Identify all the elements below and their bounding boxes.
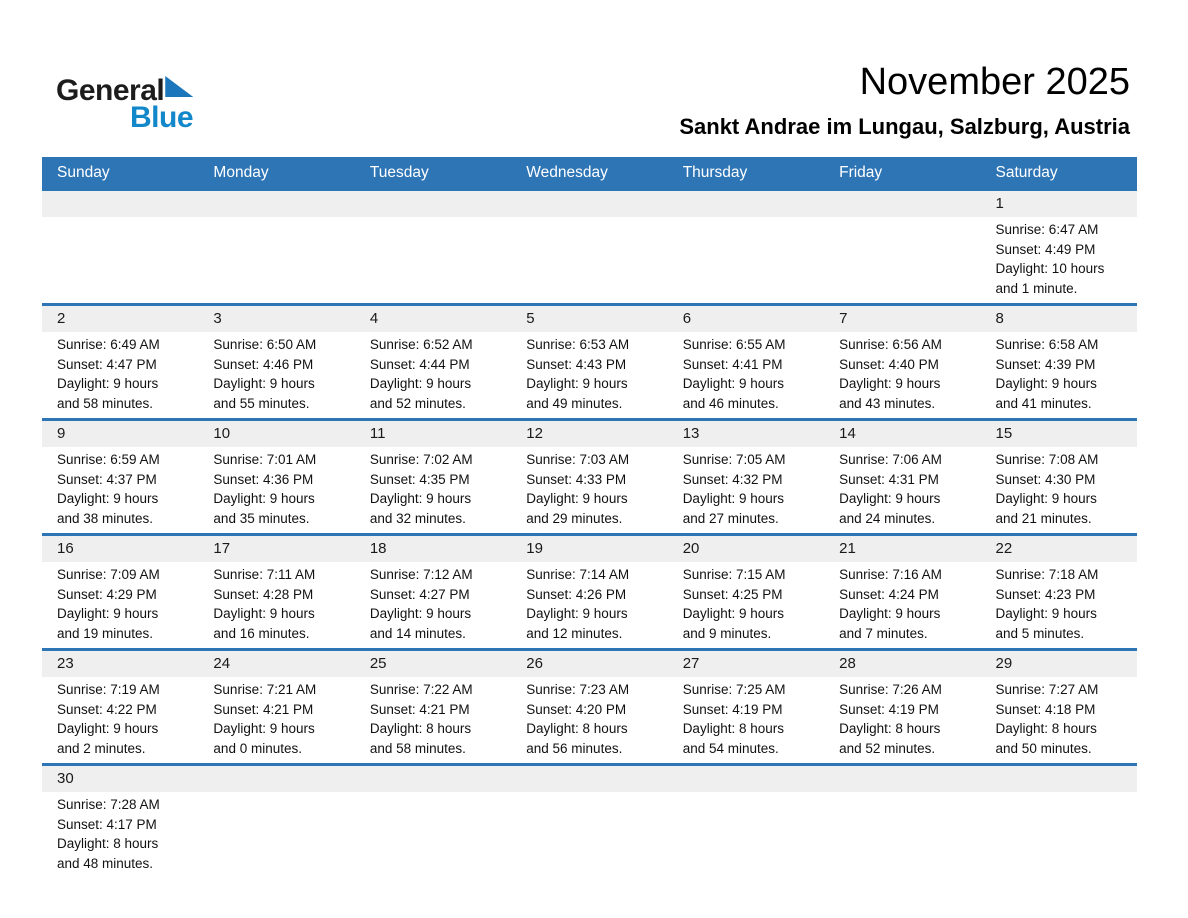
- empty-day-number: [355, 191, 511, 217]
- day-cell: [42, 677, 198, 763]
- day-number: 18: [369, 540, 387, 557]
- sunrise-text: Sunrise: 6:55 AM: [682, 337, 786, 352]
- day-number: 30: [57, 770, 74, 787]
- daylight-text-line2: and 5 minutes.: [995, 625, 1085, 641]
- weekday-header-saturday: Saturday: [995, 163, 1058, 181]
- sunset-text: Sunset: 4:33 PM: [526, 471, 627, 487]
- weekday-header-sunday: Sunday: [57, 163, 110, 181]
- sunset-text: Sunset: 4:23 PM: [995, 586, 1096, 602]
- sunrise-text: Sunrise: 6:56 AM: [839, 337, 942, 352]
- sunset-text: Sunset: 4:29 PM: [57, 586, 157, 602]
- sunset-text: Sunset: 4:32 PM: [682, 471, 783, 487]
- sunrise-text: Sunrise: 7:15 AM: [682, 567, 786, 582]
- day-cell: [668, 447, 824, 533]
- day-number: 17: [213, 540, 231, 557]
- sunset-text: Sunset: 4:44 PM: [369, 356, 470, 372]
- daylight-text-line1: Daylight: 8 hours: [369, 721, 472, 736]
- day-cell: [668, 677, 824, 763]
- daylight-text-line1: Daylight: 9 hours: [57, 376, 159, 391]
- daylight-text-line2: and 35 minutes.: [213, 510, 310, 526]
- day-cell: [824, 447, 980, 533]
- sunrise-text: Sunrise: 7:25 AM: [682, 682, 786, 697]
- daylight-text-line2: and 52 minutes.: [369, 395, 466, 411]
- daylight-text-line2: and 54 minutes.: [682, 740, 779, 756]
- day-number: 29: [995, 655, 1013, 672]
- daylight-text-line2: and 27 minutes.: [682, 510, 779, 526]
- weeks-container: [42, 188, 1137, 878]
- day-cell: [511, 447, 667, 533]
- daylight-text-line1: Daylight: 9 hours: [369, 376, 472, 391]
- empty-day-cell: [355, 217, 511, 303]
- daylight-text-line2: and 50 minutes.: [995, 740, 1092, 756]
- empty-day-number: [511, 191, 667, 217]
- day-number: 14: [839, 425, 856, 442]
- day-number: 19: [526, 540, 543, 557]
- day-number: 9: [57, 425, 66, 442]
- day-cell: [668, 332, 824, 418]
- daylight-text-line1: Daylight: 9 hours: [526, 606, 628, 621]
- sunrise-text: Sunrise: 7:23 AM: [526, 682, 630, 697]
- daylight-text-line2: and 24 minutes.: [839, 510, 936, 526]
- day-cell: [198, 562, 354, 648]
- logo-text-general: General: [56, 74, 165, 107]
- week-number-strip: [42, 191, 1137, 217]
- daylight-text-line2: and 43 minutes.: [839, 395, 936, 411]
- day-cell: [981, 677, 1137, 763]
- daylight-text-line1: Daylight: 9 hours: [682, 491, 784, 506]
- day-cell: [824, 562, 980, 648]
- day-number: 8: [995, 310, 1004, 327]
- sunrise-text: Sunrise: 7:21 AM: [213, 682, 317, 697]
- sunset-text: Sunset: 4:25 PM: [682, 586, 783, 602]
- sunrise-text: Sunrise: 7:22 AM: [369, 682, 473, 697]
- weekday-header-wednesday: Wednesday: [526, 163, 608, 181]
- daylight-text-line2: and 58 minutes.: [57, 395, 154, 411]
- daylight-text-line2: and 49 minutes.: [526, 395, 623, 411]
- week-body-row: [42, 562, 1137, 648]
- day-number: 23: [57, 655, 74, 672]
- sunrise-text: Sunrise: 7:19 AM: [57, 682, 160, 697]
- empty-day-cell: [198, 792, 354, 878]
- daylight-text-line1: Daylight: 9 hours: [369, 606, 472, 621]
- sunset-text: Sunset: 4:28 PM: [213, 586, 314, 602]
- daylight-text-line2: and 55 minutes.: [213, 395, 310, 411]
- day-number: 26: [526, 655, 543, 672]
- sunset-text: Sunset: 4:41 PM: [682, 356, 783, 372]
- daylight-text-line2: and 1 minute.: [995, 280, 1078, 296]
- week-number-strip: [42, 306, 1137, 332]
- day-cell: [511, 332, 667, 418]
- sunrise-text: Sunrise: 6:49 AM: [57, 337, 160, 352]
- sunrise-text: Sunrise: 7:08 AM: [995, 452, 1099, 467]
- sunset-text: Sunset: 4:46 PM: [213, 356, 314, 372]
- daylight-text-line1: Daylight: 9 hours: [995, 606, 1097, 621]
- sunset-text: Sunset: 4:47 PM: [57, 356, 157, 372]
- day-cell: [42, 332, 198, 418]
- sunrise-text: Sunrise: 7:06 AM: [839, 452, 942, 467]
- week-row: [42, 188, 1137, 303]
- day-cell: [355, 332, 511, 418]
- empty-day-number: [198, 766, 354, 792]
- daylight-text-line2: and 48 minutes.: [57, 855, 154, 871]
- sunset-text: Sunset: 4:18 PM: [995, 701, 1096, 717]
- daylight-text-line2: and 58 minutes.: [369, 740, 466, 756]
- week-number-strip: [42, 651, 1137, 677]
- daylight-text-line1: Daylight: 8 hours: [995, 721, 1097, 736]
- sunset-text: Sunset: 4:24 PM: [839, 586, 939, 602]
- daylight-text-line2: and 0 minutes.: [213, 740, 302, 756]
- daylight-text-line2: and 46 minutes.: [682, 395, 779, 411]
- weekday-header-row: [42, 157, 1137, 188]
- day-number: 5: [526, 310, 535, 327]
- day-number: 20: [682, 540, 700, 557]
- sunset-text: Sunset: 4:19 PM: [839, 701, 939, 717]
- sunset-text: Sunset: 4:17 PM: [57, 816, 157, 832]
- calendar-table: [42, 157, 1137, 878]
- sunrise-text: Sunrise: 6:58 AM: [995, 337, 1099, 352]
- daylight-text-line1: Daylight: 9 hours: [369, 491, 472, 506]
- empty-day-cell: [355, 792, 511, 878]
- day-cell: [668, 562, 824, 648]
- sunset-text: Sunset: 4:22 PM: [57, 701, 157, 717]
- week-number-strip: [42, 536, 1137, 562]
- sunrise-text: Sunrise: 7:16 AM: [839, 567, 942, 582]
- day-cell: [511, 562, 667, 648]
- sunrise-text: Sunrise: 6:53 AM: [526, 337, 630, 352]
- sunrise-text: Sunrise: 7:27 AM: [995, 682, 1099, 697]
- sunrise-text: Sunrise: 7:05 AM: [682, 452, 786, 467]
- sunset-text: Sunset: 4:21 PM: [369, 701, 470, 717]
- logo-triangle-icon: [165, 76, 193, 97]
- header-titles: [679, 60, 1130, 140]
- sunset-text: Sunset: 4:19 PM: [682, 701, 783, 717]
- general-blue-logo: [56, 76, 193, 133]
- week-row: [42, 533, 1137, 648]
- week-number-strip: [42, 766, 1137, 792]
- sunrise-text: Sunrise: 7:03 AM: [526, 452, 630, 467]
- daylight-text-line1: Daylight: 9 hours: [526, 376, 628, 391]
- daylight-text-line1: Daylight: 9 hours: [995, 491, 1097, 506]
- day-number: 11: [369, 425, 386, 442]
- daylight-text-line1: Daylight: 9 hours: [57, 606, 159, 621]
- day-number: 10: [213, 425, 231, 442]
- daylight-text-line2: and 2 minutes.: [57, 740, 146, 756]
- day-cell: [198, 447, 354, 533]
- week-body-row: [42, 217, 1137, 303]
- daylight-text-line1: Daylight: 9 hours: [213, 606, 315, 621]
- sunrise-text: Sunrise: 6:47 AM: [995, 222, 1099, 237]
- day-cell: [981, 332, 1137, 418]
- sunset-text: Sunset: 4:49 PM: [995, 241, 1096, 257]
- daylight-text-line2: and 41 minutes.: [995, 395, 1092, 411]
- week-row: [42, 418, 1137, 533]
- day-number: 7: [839, 310, 848, 327]
- sunset-text: Sunset: 4:31 PM: [839, 471, 939, 487]
- empty-day-cell: [511, 792, 667, 878]
- empty-day-number: [355, 766, 511, 792]
- sunset-text: Sunset: 4:35 PM: [369, 471, 470, 487]
- weekday-header-thursday: Thursday: [682, 163, 748, 181]
- sunset-text: Sunset: 4:27 PM: [369, 586, 470, 602]
- daylight-text-line2: and 29 minutes.: [526, 510, 623, 526]
- sunrise-text: Sunrise: 7:11 AM: [213, 567, 316, 582]
- daylight-text-line1: Daylight: 9 hours: [839, 376, 941, 391]
- location-subtitle: Sankt Andrae im Lungau, Salzburg, Austria: [679, 113, 1130, 139]
- week-row: [42, 648, 1137, 763]
- day-cell: [42, 447, 198, 533]
- week-row: [42, 763, 1137, 878]
- sunset-text: Sunset: 4:43 PM: [526, 356, 627, 372]
- empty-day-number: [42, 191, 198, 217]
- daylight-text-line1: Daylight: 9 hours: [839, 606, 941, 621]
- daylight-text-line2: and 38 minutes.: [57, 510, 154, 526]
- daylight-text-line2: and 9 minutes.: [682, 625, 772, 641]
- day-cell: [824, 332, 980, 418]
- day-cell: [981, 447, 1137, 533]
- weekday-header-tuesday: Tuesday: [369, 163, 429, 181]
- day-number: 3: [213, 310, 222, 327]
- empty-day-cell: [42, 217, 198, 303]
- daylight-text-line1: Daylight: 8 hours: [682, 721, 784, 736]
- day-cell: [824, 677, 980, 763]
- daylight-text-line2: and 16 minutes.: [213, 625, 310, 641]
- day-number: 1: [995, 195, 1004, 212]
- day-number: 21: [839, 540, 856, 557]
- empty-day-cell: [668, 217, 824, 303]
- daylight-text-line1: Daylight: 9 hours: [995, 376, 1097, 391]
- day-cell: [355, 562, 511, 648]
- daylight-text-line2: and 19 minutes.: [57, 625, 154, 641]
- empty-day-number: [981, 766, 1137, 792]
- day-cell: [981, 217, 1137, 303]
- sunrise-text: Sunrise: 7:28 AM: [57, 797, 160, 812]
- sunset-text: Sunset: 4:40 PM: [839, 356, 939, 372]
- sunset-text: Sunset: 4:30 PM: [995, 471, 1096, 487]
- month-title: November 2025: [859, 61, 1130, 103]
- day-number: 25: [369, 655, 387, 672]
- sunset-text: Sunset: 4:37 PM: [57, 471, 157, 487]
- sunset-text: Sunset: 4:39 PM: [995, 356, 1096, 372]
- week-number-strip: [42, 421, 1137, 447]
- week-body-row: [42, 677, 1137, 763]
- day-cell: [355, 677, 511, 763]
- daylight-text-line2: and 7 minutes.: [839, 625, 928, 641]
- day-number: 12: [526, 425, 543, 442]
- daylight-text-line1: Daylight: 9 hours: [57, 721, 159, 736]
- daylight-text-line2: and 14 minutes.: [369, 625, 466, 641]
- logo-text-blue: Blue: [130, 101, 194, 134]
- empty-day-number: [511, 766, 667, 792]
- empty-day-number: [668, 191, 824, 217]
- empty-day-cell: [198, 217, 354, 303]
- day-number: 22: [995, 540, 1013, 557]
- empty-day-number: [824, 766, 980, 792]
- sunrise-text: Sunrise: 7:14 AM: [526, 567, 630, 582]
- sunset-text: Sunset: 4:36 PM: [213, 471, 314, 487]
- daylight-text-line2: and 56 minutes.: [526, 740, 623, 756]
- sunrise-text: Sunrise: 7:09 AM: [57, 567, 160, 582]
- daylight-text-line1: Daylight: 9 hours: [57, 491, 159, 506]
- weekday-header-friday: Friday: [839, 163, 883, 181]
- day-number: 27: [682, 655, 700, 672]
- day-number: 15: [995, 425, 1013, 442]
- day-cell: [355, 447, 511, 533]
- day-number: 24: [213, 655, 231, 672]
- sunrise-text: Sunrise: 6:50 AM: [213, 337, 317, 352]
- daylight-text-line1: Daylight: 8 hours: [57, 836, 159, 851]
- sunrise-text: Sunrise: 6:52 AM: [369, 337, 473, 352]
- sunrise-text: Sunrise: 7:12 AM: [369, 567, 473, 582]
- empty-day-number: [668, 766, 824, 792]
- day-number: 28: [839, 655, 856, 672]
- daylight-text-line2: and 21 minutes.: [995, 510, 1092, 526]
- empty-day-cell: [824, 217, 980, 303]
- empty-day-cell: [981, 792, 1137, 878]
- daylight-text-line2: and 52 minutes.: [839, 740, 936, 756]
- week-body-row: [42, 792, 1137, 878]
- daylight-text-line2: and 12 minutes.: [526, 625, 623, 641]
- empty-day-cell: [824, 792, 980, 878]
- sunrise-text: Sunrise: 7:26 AM: [839, 682, 942, 697]
- daylight-text-line1: Daylight: 10 hours: [995, 261, 1105, 276]
- day-number: 16: [57, 540, 74, 557]
- sunset-text: Sunset: 4:20 PM: [526, 701, 627, 717]
- day-cell: [981, 562, 1137, 648]
- week-row: [42, 303, 1137, 418]
- sunrise-text: Sunrise: 7:01 AM: [213, 452, 317, 467]
- daylight-text-line1: Daylight: 9 hours: [682, 606, 784, 621]
- sunrise-text: Sunrise: 6:59 AM: [57, 452, 160, 467]
- day-number: 6: [682, 310, 692, 327]
- week-body-row: [42, 332, 1137, 418]
- day-cell: [42, 792, 198, 878]
- empty-day-number: [824, 191, 980, 217]
- daylight-text-line2: and 32 minutes.: [369, 510, 466, 526]
- daylight-text-line1: Daylight: 8 hours: [839, 721, 941, 736]
- weekday-header-monday: Monday: [213, 163, 269, 181]
- day-number: 13: [682, 425, 700, 442]
- day-cell: [42, 562, 198, 648]
- daylight-text-line1: Daylight: 9 hours: [213, 721, 315, 736]
- sunset-text: Sunset: 4:26 PM: [526, 586, 627, 602]
- daylight-text-line1: Daylight: 9 hours: [526, 491, 628, 506]
- daylight-text-line1: Daylight: 9 hours: [213, 491, 315, 506]
- daylight-text-line1: Daylight: 9 hours: [213, 376, 315, 391]
- empty-day-cell: [511, 217, 667, 303]
- day-number: 2: [57, 310, 66, 327]
- empty-day-cell: [668, 792, 824, 878]
- daylight-text-line1: Daylight: 9 hours: [682, 376, 784, 391]
- sunrise-text: Sunrise: 7:02 AM: [369, 452, 473, 467]
- day-cell: [198, 332, 354, 418]
- daylight-text-line1: Daylight: 9 hours: [839, 491, 941, 506]
- week-body-row: [42, 447, 1137, 533]
- day-cell: [198, 677, 354, 763]
- day-cell: [511, 677, 667, 763]
- sunrise-text: Sunrise: 7:18 AM: [995, 567, 1099, 582]
- empty-day-number: [198, 191, 354, 217]
- sunset-text: Sunset: 4:21 PM: [213, 701, 314, 717]
- daylight-text-line1: Daylight: 8 hours: [526, 721, 628, 736]
- day-number: 4: [369, 310, 379, 327]
